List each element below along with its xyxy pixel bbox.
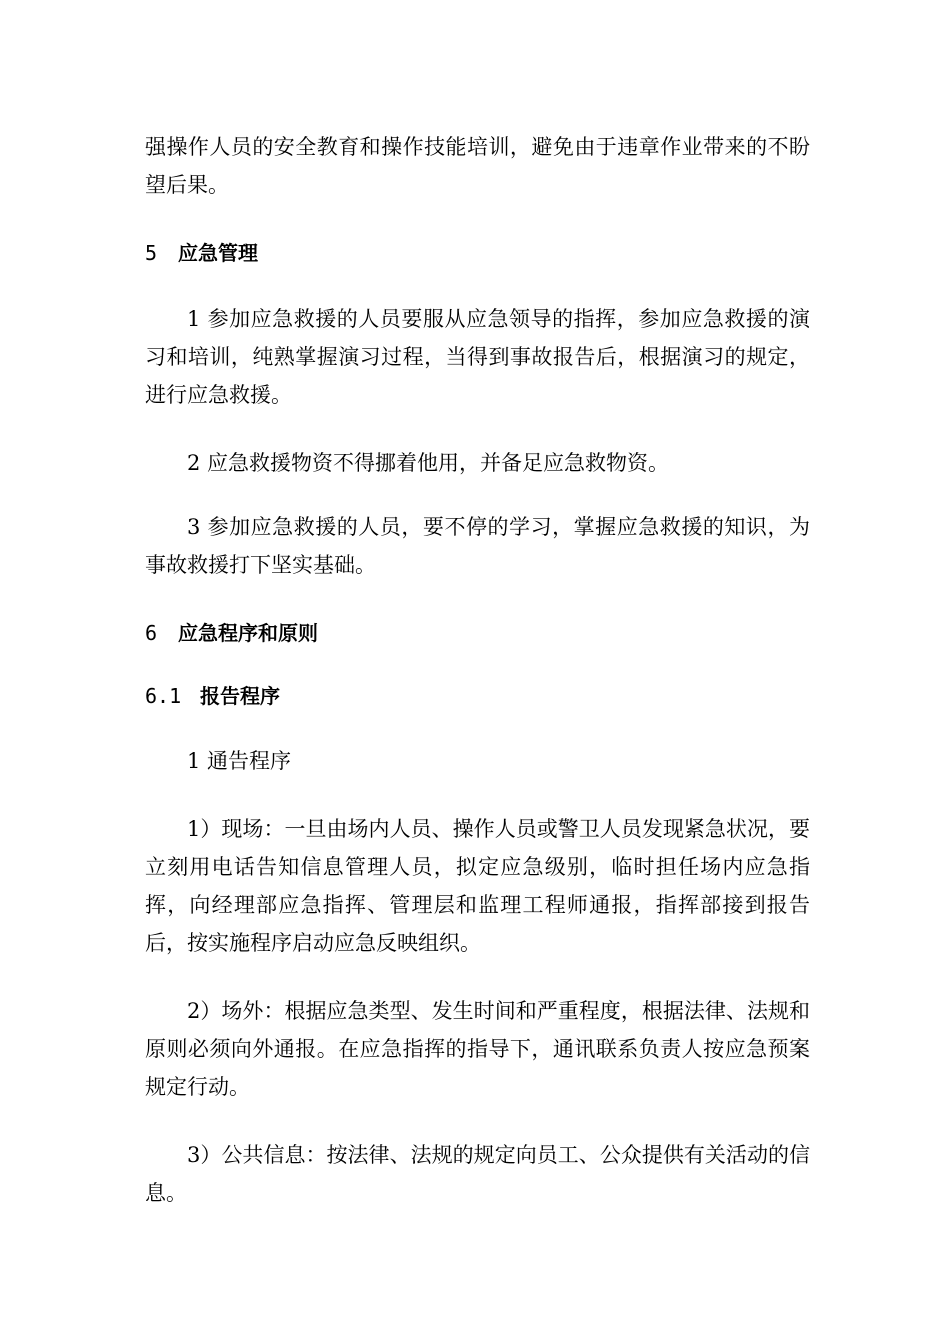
heading-number: 5 [145,241,158,265]
heading-section-6-1 [145,677,810,715]
paragraph-notice-procedure-title: 1 通告程序 [187,749,292,773]
paragraph-emergency-item-1: 1 参加应急救援的人员要服从应急领导的指挥，参加应急救援的演习和培训，纯熟掌握演习过程，当得到事故报告后，根据演习的规定，进行应急救援。 [145,307,810,407]
heading-title: 应急程序和原则 [178,621,318,645]
paragraph-public-info: 3）公共信息：按法律、法规的规定向员工、公众提供有关活动的信息。 [145,1143,810,1205]
paragraph-emergency-item-3: 3 参加应急救援的人员，要不停的学习，掌握应急救援的知识，为事故救援打下坚实基础。 [145,515,810,577]
heading-title: 报告程序 [200,684,280,708]
paragraph-offsite: 2）场外：根据应急类型、发生时间和严重程度，根据法律、法规和原则必须向外通报。在应急指挥的指导下，通讯联系负责人按应急预案规定行动。 [145,999,810,1099]
heading-number: 6 [145,621,158,645]
heading-number: 6.1 [145,684,182,708]
paragraph-emergency-item-2: 2 应急救援物资不得挪着他用，并备足应急救物资。 [187,451,670,475]
heading-section-6 [145,614,810,652]
paragraph-onsite: 1）现场：一旦由场内人员、操作人员或警卫人员发现紧急状况，要立刻用电话告知信息管理人员，拟定应急级别，临时担任场内应急指挥，向经理部应急指挥、管理层和监理工程师通报，指挥部接到报告后，按实施程序启动应急反映组织。 [145,817,810,955]
paragraph-intro: 强操作人员的安全教育和操作技能培训，避免由于违章作业带来的不盼望后果。 [145,135,810,197]
heading-title: 应急管理 [178,241,258,265]
heading-section-5 [145,234,810,272]
